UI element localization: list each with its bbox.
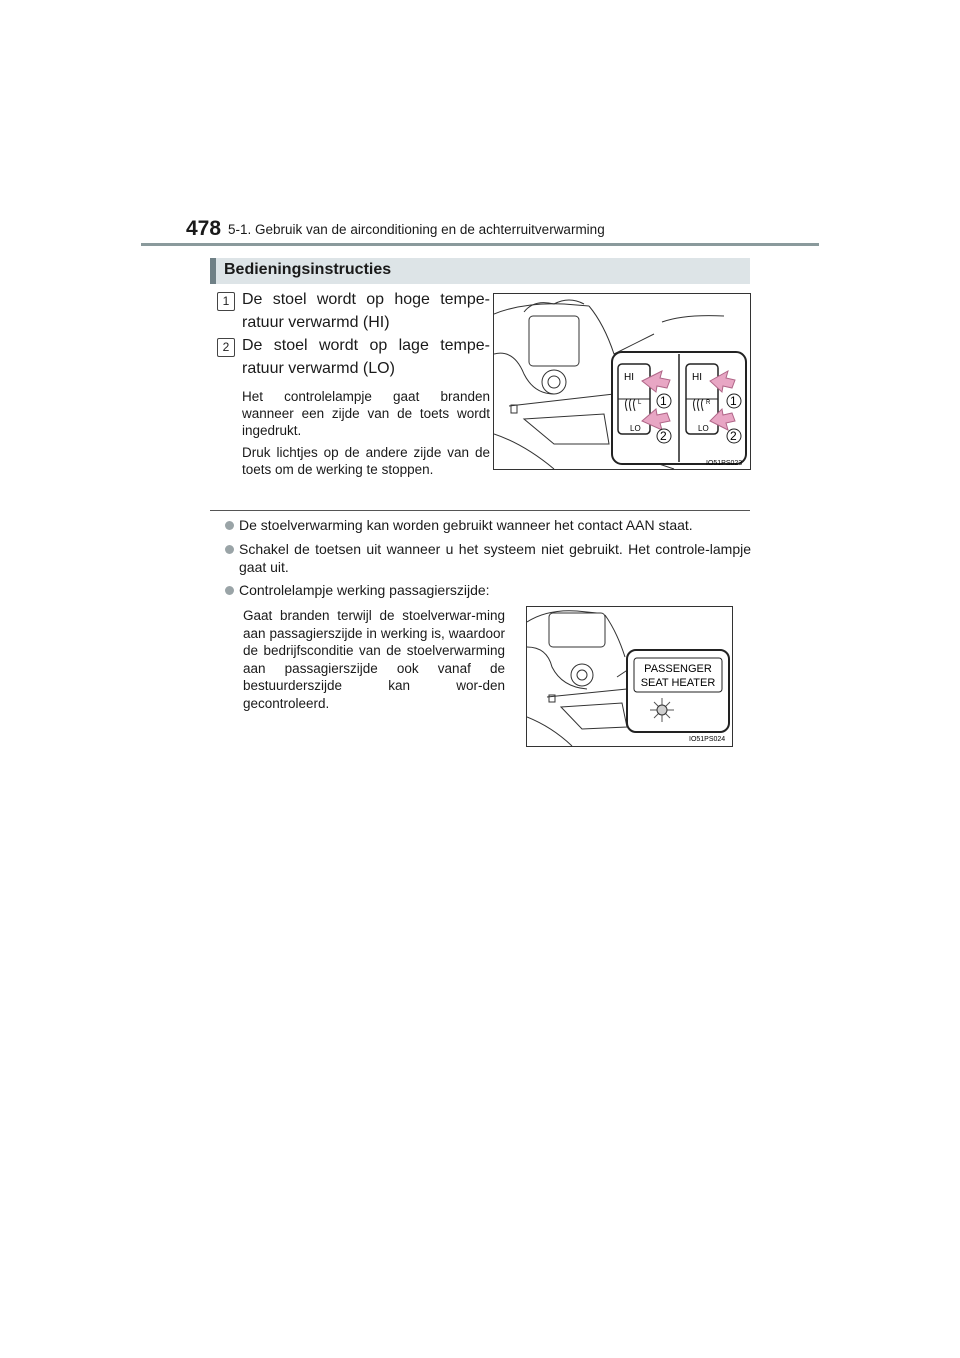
center-screen — [529, 316, 579, 366]
dial-knob — [542, 370, 566, 394]
seat-line-2 — [527, 717, 572, 746]
tray-2 — [561, 703, 627, 729]
dash-edge-2 — [605, 615, 625, 657]
step-2-text — [242, 334, 490, 380]
passenger-indicator-illustration — [527, 607, 732, 746]
header-rule — [141, 243, 819, 246]
right-callout-2: 2 — [730, 429, 737, 443]
figure1-code: IO51PS023 — [706, 460, 743, 467]
right-callout-1: 1 — [730, 394, 737, 408]
figure-passenger-indicator — [526, 606, 733, 747]
switch-small — [511, 405, 517, 413]
left-switch-side: L — [638, 400, 642, 406]
left-switch-lo: LO — [630, 424, 641, 433]
passenger-note: Gaat branden terwijl de stoelverwar-ming aan passagierszijde in werking is, waardoor de bedrijfsconditie van de stoelverwarming aan passagierszijde ook vanaf de bestuurderszijde kan wor-den gecontroleerd. — [243, 608, 505, 711]
bullet-3-dot — [225, 586, 234, 595]
step-2-badge: 2 — [217, 338, 235, 357]
center-screen-2 — [549, 613, 605, 647]
tray — [524, 414, 609, 444]
content-divider — [210, 510, 750, 511]
dial-inner-2 — [577, 670, 587, 680]
section-heading: Bedieningsinstructies — [224, 261, 392, 278]
step-1-line1: De stoel wordt op hoge tempe- — [242, 291, 490, 308]
seat-line — [494, 434, 554, 469]
dial-inner — [548, 376, 560, 388]
left-callout-1: 1 — [660, 394, 667, 408]
console-line — [509, 394, 614, 406]
dash-edge — [589, 306, 654, 354]
note-stop: Druk lichtjes op de andere zijde van de toets om de werking te stoppen. — [242, 445, 490, 477]
step-1-badge: 1 — [217, 292, 235, 311]
console-curve-2 — [527, 647, 587, 689]
bullet-2-dot — [225, 545, 234, 554]
dial-knob-2 — [571, 664, 593, 686]
bullet-3-text: Controlelampje werking passagierszijde: — [239, 582, 490, 598]
right-switch-side: R — [706, 400, 711, 406]
bullet-1-dot — [225, 521, 234, 530]
figure-seat-heater-switches — [493, 293, 751, 470]
passenger-label-line2: SEAT HEATER — [640, 677, 716, 689]
step-2-line1: De stoel wordt op lage tempe- — [242, 337, 490, 354]
step-2-line2: ratuur verwarmd (LO) — [242, 360, 395, 377]
seat-heater-switches-illustration — [494, 294, 750, 469]
page-number: 478 — [186, 217, 222, 240]
console-line-2 — [547, 689, 627, 697]
note-indicator: Het controlelampje gaat branden wanneer een zijde van de toets wordt ingedrukt. — [242, 389, 490, 438]
dash-line-2 — [527, 611, 597, 622]
passenger-label-line1: PASSENGER — [644, 663, 712, 675]
section-heading-bar — [210, 258, 750, 284]
indicator-lamp-icon — [657, 705, 667, 715]
bullet-1-text: De stoelverwarming kan worden gebruikt wanneer het contact AAN staat. — [239, 517, 693, 533]
right-dash-line — [662, 316, 724, 322]
section-title: 5-1. Gebruik van de airconditioning en de achterruitverwarming — [228, 222, 605, 237]
left-switch-hi: HI — [624, 372, 634, 383]
bullet-2-text: Schakel de toetsen uit wanneer u het systeem niet gebruikt. Het controle-lampje gaat uit. — [239, 541, 751, 575]
dash-line — [494, 304, 589, 314]
figure2-code: IO51PS024 — [689, 736, 726, 743]
right-switch-lo: LO — [698, 424, 709, 433]
step-1-text — [242, 288, 490, 334]
left-callout-2: 2 — [660, 429, 667, 443]
right-switch-hi: HI — [692, 372, 702, 383]
step-1-line2: ratuur verwarmd (HI) — [242, 314, 390, 331]
heading-accent — [210, 258, 216, 284]
